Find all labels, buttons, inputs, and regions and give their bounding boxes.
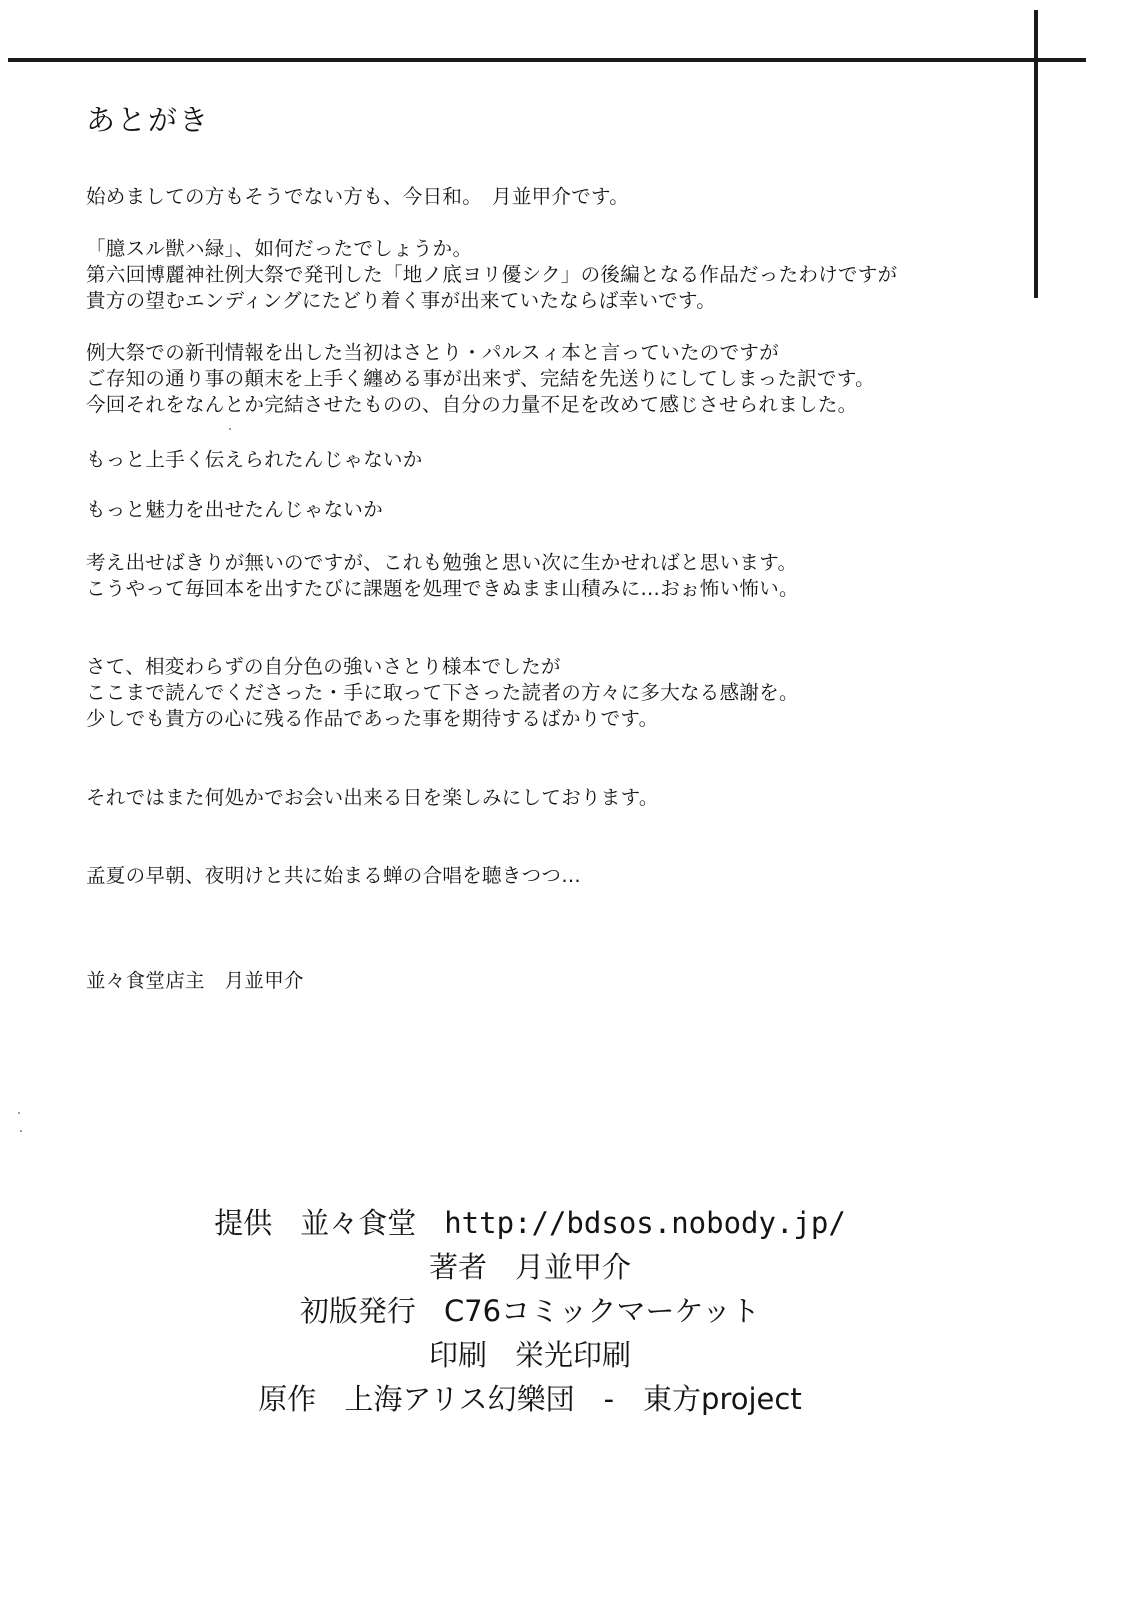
credit-value: 上海アリス幻樂団 - 東方project <box>344 1382 802 1416</box>
paragraph-line: 少しでも貴方の心に残る作品であった事を期待するばかりです。 <box>86 707 659 730</box>
paragraph-line: 孟夏の早朝、夜明けと共に始まる蝉の合唱を聴きつつ… <box>86 864 582 887</box>
top-rule <box>8 58 1086 62</box>
paragraph-line: 貴方の望むエンディングにたどり着く事が出来ていたならば幸いです。 <box>86 289 717 312</box>
credit-value: 並々食堂 <box>300 1206 417 1240</box>
paragraph-line: ご存知の通り事の顛末を上手く纏める事が出来ず、完結を先送りにしてしまった訳です。 <box>86 367 875 390</box>
paragraph-line: 第六回博麗神社例大祭で発刊した「地ノ底ヨリ優シク」の後編となる作品だったわけですが <box>86 263 898 286</box>
speck <box>18 1112 20 1114</box>
paragraph-line: もっと上手く伝えられたんじゃないか <box>86 448 423 471</box>
paragraph-line: こうやって毎回本を出すたびに課題を処理できぬまま山積みに…おぉ怖い怖い。 <box>86 577 799 600</box>
credit-label: 原作 <box>258 1382 317 1416</box>
provider-url-link[interactable]: http://bdsos.nobody.jp/ <box>444 1206 846 1240</box>
paragraph-line: それではまた何処かでお会い出来る日を楽しみにしております。 <box>86 786 659 809</box>
paragraph-line: 考え出せばきりが無いのですが、これも勉強と思い次に生かせればと思います。 <box>86 551 798 574</box>
paragraph-line: 例大祭での新刊情報を出した当初はさとり・パルスィ本と言っていたのですが <box>86 341 780 364</box>
speck <box>229 428 231 430</box>
paragraph-line: 「臆スル獣ハ緑」、如何だったでしょうか。 <box>86 237 473 260</box>
credit-first-edition <box>0 1293 1060 1329</box>
paragraph-line: さて、相変わらずの自分色の強いさとり様本でしたが <box>86 655 561 678</box>
credit-original <box>0 1381 1060 1417</box>
paragraph-line: もっと魅力を出せたんじゃないか <box>86 498 384 521</box>
credit-value: C76コミックマーケット <box>443 1294 761 1328</box>
page-title: あとがき <box>86 103 211 137</box>
side-rule <box>1034 10 1038 298</box>
credit-label: 印刷 <box>428 1338 487 1372</box>
credit-label: 著者 <box>428 1250 487 1284</box>
credit-provider <box>0 1205 1060 1241</box>
paragraph-line: ここまで読んでくださった・手に取って下さった読者の方々に多大なる感謝を。 <box>86 681 799 704</box>
credit-label: 初版発行 <box>299 1294 416 1328</box>
credit-printing <box>0 1337 1060 1373</box>
paragraph-line: 今回それをなんとか完結させたものの、自分の力量不足を改めて感じさせられました。 <box>86 393 858 416</box>
speck <box>20 1130 22 1132</box>
credit-author <box>0 1249 1060 1285</box>
signature-line: 並々食堂店主 月並甲介 <box>86 969 304 992</box>
credit-value: 月並甲介 <box>515 1250 632 1284</box>
credit-value: 栄光印刷 <box>515 1338 632 1372</box>
credit-label: 提供 <box>214 1206 273 1240</box>
greeting-line: 始めましての方もそうでない方も、今日和。 月並甲介です。 <box>86 185 630 208</box>
